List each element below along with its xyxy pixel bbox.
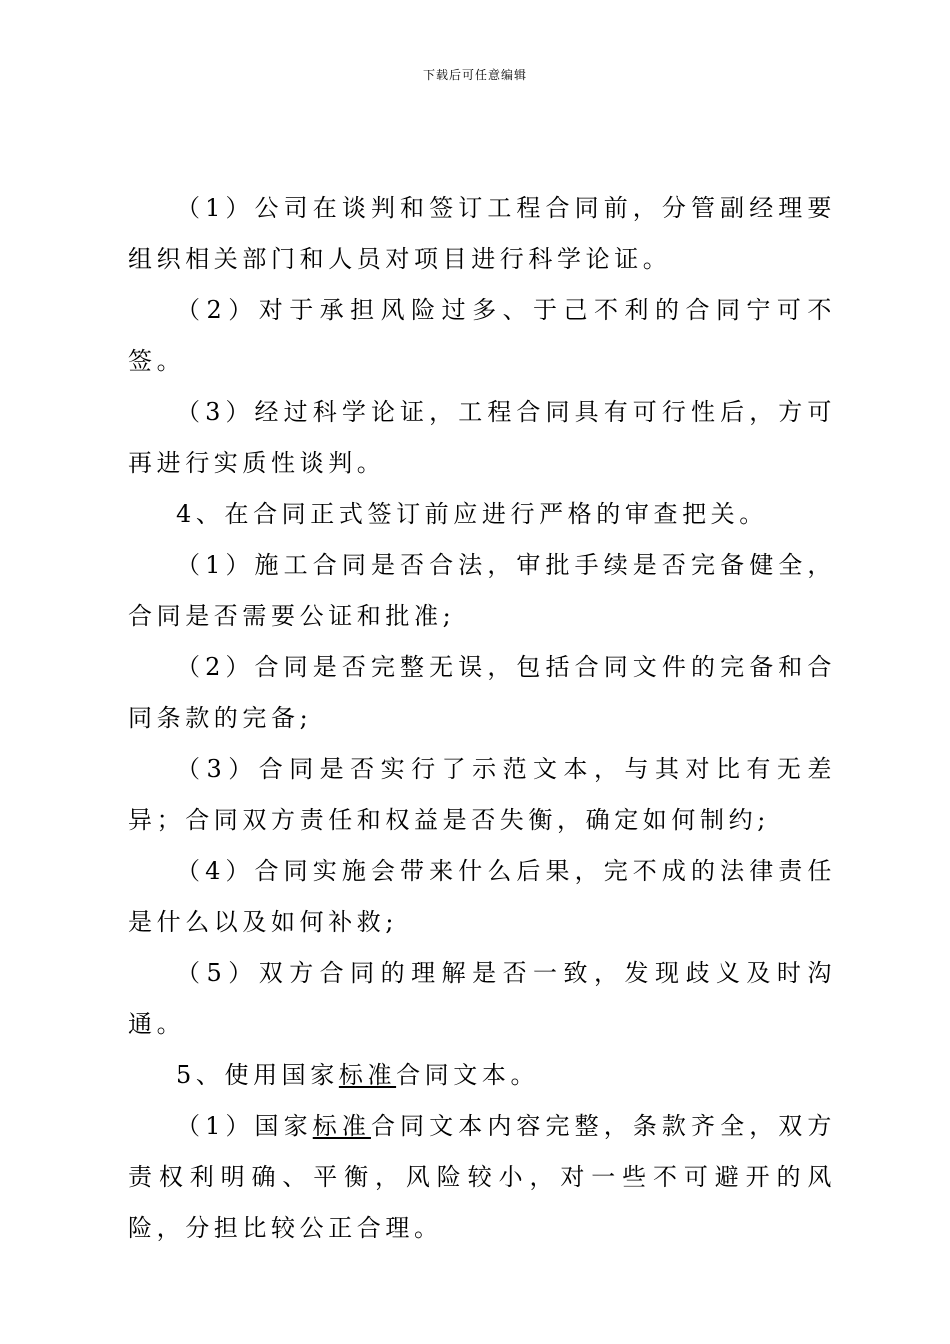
text-run: 合同文本。: [396, 1061, 540, 1089]
underlined-text: 标准: [338, 1061, 397, 1089]
paragraph: （5）双方合同的理解是否一致，发现歧义及时沟通。: [128, 959, 836, 1038]
text-run: （1）国家: [176, 1112, 313, 1140]
text-run: 合同文本内容完整，条款齐全，双方责权利明确、平衡，风险较小，对一些不可避开的风险，分担比较公正合理。: [128, 1112, 836, 1242]
text-run: 5、使用国家: [176, 1061, 339, 1089]
paragraph: （2）对于承担风险过多、于己不利的合同宁可不签。: [128, 296, 836, 375]
section-heading: 4、在合同正式签订前应进行严格的审查把关。: [176, 500, 768, 528]
page-header: 下载后可任意编辑: [422, 68, 527, 82]
paragraph: [128, 1101, 836, 1254]
paragraph: （2）合同是否完整无误，包括合同文件的完备和合同条款的完备;: [128, 653, 836, 732]
paragraph: （3）经过科学论证，工程合同具有可行性后，方可再进行实质性谈判。: [128, 398, 836, 477]
paragraph: （4）合同实施会带来什么后果，完不成的法律责任是什么以及如何补救;: [128, 857, 836, 936]
paragraph: （1）公司在谈判和签订工程合同前，分管副经理要组织相关部门和人员对项目进行科学论证。: [128, 194, 836, 273]
section-heading: [128, 1050, 836, 1101]
paragraph: （3）合同是否实行了示范文本，与其对比有无差异；合同双方责任和权益是否失衡，确定如何制约;: [128, 755, 836, 834]
paragraph: （1）施工合同是否合法，审批手续是否完备健全，合同是否需要公证和批准;: [128, 551, 836, 630]
document-body: [128, 183, 836, 1254]
underlined-text: 标准: [312, 1112, 371, 1140]
